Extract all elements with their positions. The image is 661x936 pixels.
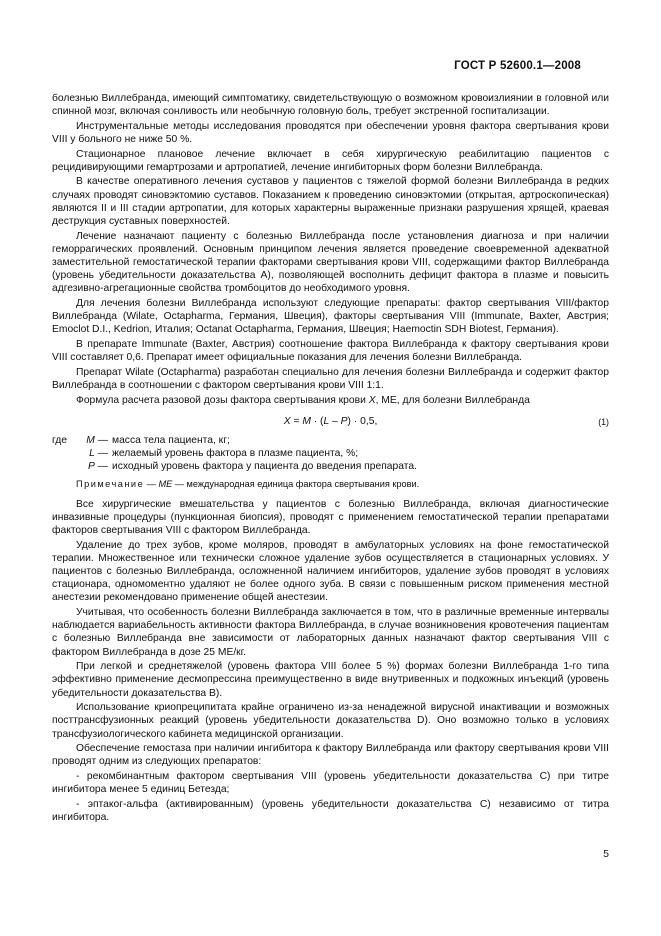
- paragraph: Учитывая, что особенность болезни Виллебранда заключается в том, что в различные временные интервалы наблюдается вариабельность активности фактора Виллебранда, в случае возникновения кровотечения пациентам с болезнью Виллебранда вне зависимости от лабораторных данных назначают фактор свертывания VIII с фактором Виллебранда в дозе 25 МЕ/кг.: [52, 607, 609, 658]
- variable-description: исходный уровень фактора у пациента до введения препарата.: [112, 461, 417, 473]
- paragraph-group-a: [52, 92, 609, 392]
- variable-symbol-letter: P: [87, 461, 95, 473]
- formula-m: M: [302, 415, 311, 427]
- formula-intro-text-end: , МЕ, для болезни Виллебранда: [375, 394, 530, 406]
- paragraph: Лечение назначают пациенту с болезнью Виллебранда после установления диагноза и при наличии геморрагических проявлений. Основным принципом лечения является проведение своевременной адекватной заместительной гемостатической терапии факторами свертывания крови VIII, содержащими фактор Виллебранда (уровень убедительности доказательства А), позволяющей восполнить дефицит фактора в плазме и повысить адгезивно-агрегационные свойства тромбоцитов до необходимого уровня.: [52, 230, 609, 295]
- formula-expression: [52, 415, 609, 428]
- formula-lhs: X: [283, 415, 291, 427]
- formula-eq: =: [290, 415, 303, 427]
- where-prefix: [52, 460, 70, 473]
- where-prefix: [52, 447, 70, 460]
- paragraph: В препарате Immunate (Baxter, Австрия) соотношение фактора Виллебранда к фактору свертывания крови VIII составляет 0,6. Препарат имеет официальные показания для лечения болезни Виллебранда.: [52, 339, 609, 364]
- paragraph: Стационарное плановое лечение включает в себя хирургическую реабилитацию пациентов с рецидивирующими гемартрозами и артропатией, лечение ингибиторных форм болезни Виллебранда.: [52, 148, 609, 173]
- where-prefix: где: [52, 434, 68, 446]
- note-dash: —: [144, 479, 159, 490]
- paragraph: - эптаког-альфа (активированным) (уровень убедительности доказательства С) независимо от титра ингибитора.: [52, 798, 609, 824]
- note-text: — международная единица фактора свертывания крови.: [172, 479, 420, 490]
- variable-description: масса тела пациента, кг;: [112, 434, 230, 446]
- formula-variables-list: [52, 434, 609, 474]
- note: [76, 478, 609, 491]
- paragraph: Препарат Wilate (Octapharma) разработан специально для лечения болезни Виллебранда и содержит фактор Виллебранда в соотношении с фактором свертывания крови VIII 1:1.: [52, 366, 609, 391]
- variable-symbol: [70, 434, 112, 447]
- variable-description: желаемый уровень фактора в плазме пациента, %;: [112, 448, 359, 459]
- formula-p: P: [340, 415, 348, 427]
- variable-symbol-letter: M: [86, 434, 95, 446]
- variable-dash: —: [94, 461, 108, 473]
- paragraph: Обеспечение гемостаза при наличии ингибитора к фактору Виллебранда или фактору свертывания крови VIII проводят одним из следующих препаратов:: [52, 743, 609, 768]
- formula-rest: ) · 0,5,: [347, 415, 378, 427]
- paragraph: - рекомбинантным фактором свертывания VIII (уровень убедительности доказательства С) при титре ингибитора менее 5 единиц Бетезда;: [52, 771, 609, 796]
- document-body: [52, 92, 609, 826]
- paragraph: Удаление до трех зубов, кроме моляров, проводят в амбулаторных условиях на фоне гемостатической терапии. Множественное или технически сложное удаление зубов осуществляется в стационарных условиях. У пациентов с болезнью Виллебранда, осложненной наличием ингибиторов, удаление зубов проводят в условиях стационара, одномоментно удаляют не более одного зуба. В связи с повышенным риском применения местной анестезии рекомендовано применение общей анестезии.: [52, 539, 609, 604]
- formula-number: (1): [598, 416, 609, 427]
- note-term: МЕ: [158, 479, 173, 490]
- formula-l: L: [323, 415, 330, 427]
- variable-dash: —: [94, 448, 108, 459]
- paragraph: Инструментальные методы исследования проводятся при обеспечении уровня фактора свертывания крови VIII у больного не ниже 50 %.: [52, 120, 609, 145]
- document-header-id: ГОСТ Р 52600.1—2008: [454, 60, 581, 72]
- paragraph: В качестве оперативного лечения суставов у пациентов с тяжелой формой болезни Виллебранда в редких случаях проводят синовэктомию суставов. Показанием к проведению синовэктомии (открытая, артроскопическая) являются II и III стадии артропатии, для которых характерны выраженные признаки разрушения хрящей, краевая деструкция суставных поверхностей.: [52, 176, 609, 227]
- variable-definition: [52, 447, 609, 460]
- variable-symbol: [70, 460, 112, 473]
- variable-symbol-letter: L: [89, 448, 95, 459]
- paragraph-group-b: [52, 498, 609, 825]
- paragraph: Использование криопреципитата крайне ограничено из-за ненадежной вирусной инактивации и возможных посттрансфузионных реакций (уровень убедительности доказательства D). Оно возможно только в условиях трансфузиологического кабинета медицинской организации.: [52, 702, 609, 740]
- formula-intro-variable: X: [368, 394, 376, 406]
- formula-block: [52, 413, 609, 431]
- formula-intro-text: Формула расчета разовой дозы фактора свертывания крови: [76, 394, 369, 406]
- paragraph: При легкой и среднетяжелой (уровень фактора VIII более 5 %) формах болезни Виллебранда 1-го типа эффективно применение десмопрессина преимущественно в виде внутривенных и подкожных инъекций (уровень убедительности доказательства В).: [52, 661, 609, 699]
- paragraph: болезнью Виллебранда, имеющий симптоматику, свидетельствующую о возможном кровоизлиянии в головной или спинной мозг, включая сонливость или необычную головную боль, требует экстренной госпитализации.: [52, 93, 609, 118]
- variable-definition: [52, 460, 609, 473]
- page-number: 5: [603, 849, 609, 860]
- variable-dash: —: [94, 434, 108, 446]
- formula-op1: · (: [310, 415, 324, 427]
- paragraph: Для лечения болезни Виллебранда используют следующие препараты: фактор свертывания VIII/фактор Виллебранда (Wilate, Octapharma, Германия, Швеция), факторы свертывания VIII (Immunate, Baxter, Австрия; Emoclot D.I., Kedrion, Италия; Octanat Octapharma, Германия, Швеция; Haemoctin SDH Biotest, Германия).: [52, 298, 609, 336]
- variable-definition: [52, 434, 609, 447]
- note-label: Примечание: [76, 479, 145, 490]
- formula-minus: –: [329, 415, 341, 427]
- formula-intro: [52, 394, 609, 407]
- variable-symbol: [70, 447, 112, 460]
- paragraph: Все хирургические вмешательства у пациентов с болезнью Виллебранда, включая диагностические инвазивные процедуры (пункционная биопсия), проводят с применением гемостатической терапии препаратами факторов свертывания VIII с фактором Виллебранда.: [52, 498, 609, 537]
